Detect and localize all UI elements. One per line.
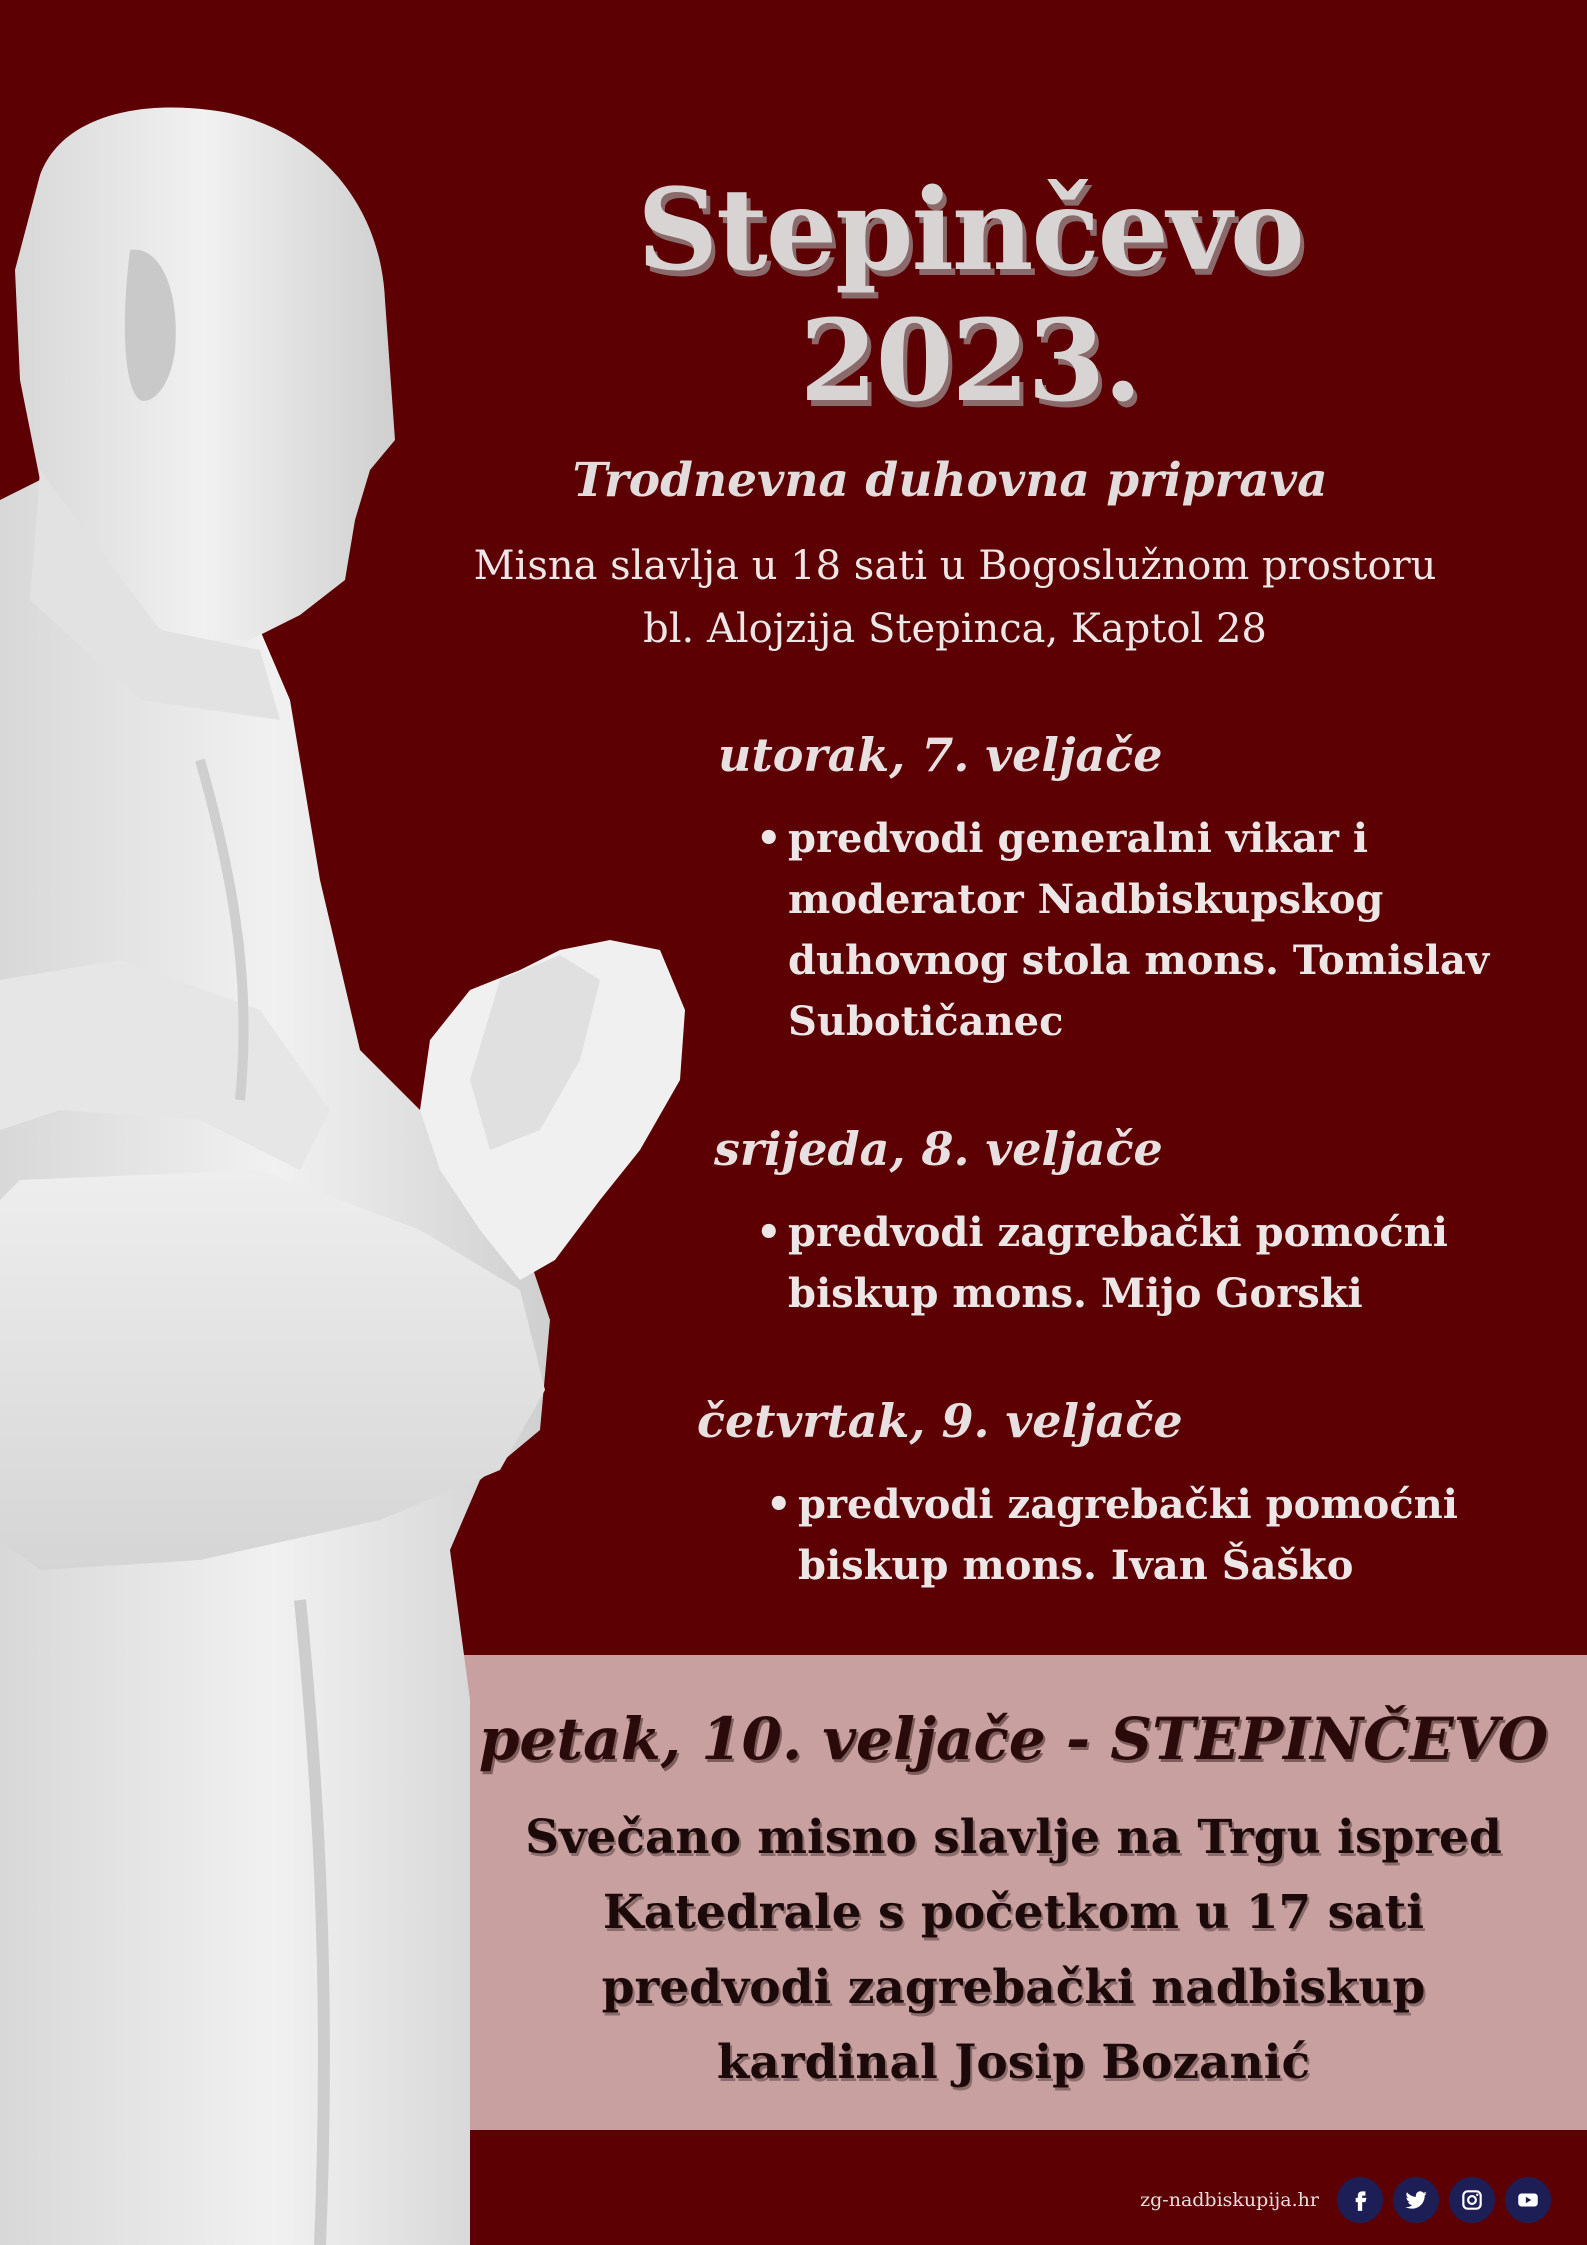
bullet-icon: • bbox=[756, 1209, 782, 1256]
intro-text bbox=[420, 535, 1490, 661]
youtube-icon[interactable] bbox=[1505, 2177, 1551, 2223]
footer bbox=[1140, 2175, 1551, 2225]
page-title: Stepinčevo 2023. bbox=[637, 165, 1303, 427]
description-line: biskup mons. Mijo Gorski bbox=[788, 1270, 1363, 1317]
instagram-icon[interactable] bbox=[1449, 2177, 1495, 2223]
friday-description bbox=[440, 1800, 1587, 2100]
description-line: predvodi zagrebački pomoćni bbox=[788, 1209, 1448, 1256]
friday-line: Svečano misno slavlje na Trgu ispred bbox=[525, 1810, 1502, 1865]
friday-line: Katedrale s početkom u 17 sati bbox=[602, 1885, 1425, 1940]
subtitle: Trodnevna duhovna priprava bbox=[572, 453, 1328, 508]
day-label-thursday: četvrtak, 9. veljače bbox=[697, 1394, 1183, 1448]
day-description-wednesday bbox=[756, 1202, 1448, 1324]
description-line: predvodi generalni vikar i bbox=[788, 815, 1369, 862]
day-description-tuesday bbox=[756, 808, 1490, 1052]
intro-line: Misna slavlja u 18 sati u Bogoslužnom prostoru bbox=[473, 543, 1437, 589]
description-line: biskup mons. Ivan Šaško bbox=[798, 1542, 1354, 1589]
bullet-icon: • bbox=[766, 1481, 792, 1528]
friday-line: kardinal Josip Bozanić bbox=[716, 2035, 1311, 2090]
friday-line: predvodi zagrebački nadbiskup bbox=[601, 1960, 1426, 2015]
bullet-icon: • bbox=[756, 815, 782, 862]
facebook-icon[interactable] bbox=[1337, 2177, 1383, 2223]
twitter-icon[interactable] bbox=[1393, 2177, 1439, 2223]
description-line: Subotičanec bbox=[788, 998, 1064, 1045]
description-line: duhovnog stola mons. Tomislav bbox=[788, 937, 1490, 984]
day-label-wednesday: srijeda, 8. veljače bbox=[714, 1122, 1163, 1176]
day-description-thursday bbox=[766, 1474, 1458, 1596]
day-label-tuesday: utorak, 7. veljače bbox=[718, 728, 1163, 782]
friday-title: petak, 10. veljače - STEPINČEVO bbox=[478, 1705, 1549, 1773]
description-line: moderator Nadbiskupskog bbox=[788, 876, 1384, 923]
website-link[interactable]: zg-nadbiskupija.hr bbox=[1140, 2189, 1319, 2211]
description-line: predvodi zagrebački pomoćni bbox=[798, 1481, 1458, 1528]
intro-line: bl. Alojzija Stepinca, Kaptol 28 bbox=[643, 606, 1267, 652]
